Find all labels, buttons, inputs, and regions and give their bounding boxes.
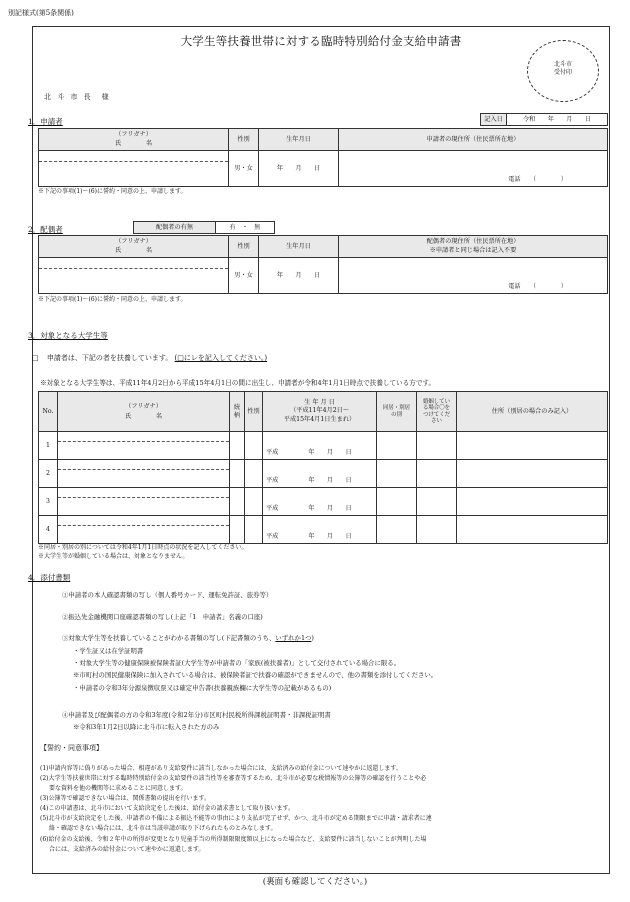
pledge-item-3: (3)公簿等で確認できない場合は、関係書類の提出を行います。	[40, 795, 211, 802]
furigana-label: （フリガナ）	[115, 131, 152, 139]
birth-header: 生年月日	[259, 236, 339, 258]
student-name-field[interactable]	[58, 516, 230, 544]
applicant-table	[38, 128, 608, 187]
section3-note-1: ※同居・別居の別については令和4年1月1日時点の状況を記入してください。	[38, 544, 248, 551]
page-title: 大学生等扶養世帯に対する臨時特別給付金支給申請書	[180, 34, 462, 48]
applicant-address-field[interactable]	[339, 151, 608, 187]
spouse-birth-field[interactable]: 年 月 日	[259, 258, 339, 294]
has-spouse-field[interactable]: 有 ・ 無	[216, 222, 275, 234]
attachment-1: ①申請者の本人確認書類の写し（個人番号カード、運転免許証、旅券等）	[62, 591, 273, 599]
married-field[interactable]	[417, 432, 457, 460]
student-gender-header: 性別	[245, 392, 263, 432]
stamp-line-1: 北斗市	[553, 61, 572, 68]
birth-date-label: 年 月 日	[308, 477, 352, 485]
spouse-address-header	[339, 236, 608, 258]
address-field[interactable]	[457, 516, 608, 544]
applicant-name-field[interactable]	[39, 151, 229, 187]
attachment-3-2: ・対象大学生等の健康保険被保険者証(大学生等が申請者の「家族(被扶養者)」として交付されている場合に限る。	[73, 659, 401, 667]
gender-header: 性別	[229, 129, 259, 151]
furigana-label: （フリガナ）	[125, 402, 162, 410]
attachment-3-1: ・学生証又は在学証明書	[73, 647, 144, 655]
birth-date-label: 年 月 日	[308, 505, 352, 513]
attachment-3-text: ③対象大学生等を扶養していることがわかる書類の写し(下記書類のうち、	[62, 634, 276, 642]
attachment-2: ②振込先金融機関口座確認書類の写し(上記「1 申請者」名義の口座)	[62, 613, 263, 621]
birth-field[interactable]	[263, 516, 377, 544]
table-row	[39, 432, 608, 460]
spouse-address-field[interactable]	[339, 258, 608, 294]
no-header: No.	[39, 392, 58, 432]
student-address-header: 住所（別居の場合のみ記入）	[457, 392, 608, 432]
student-birth-header	[263, 392, 377, 432]
entry-date-label: 記入日	[481, 114, 507, 126]
name-label: 氏 名	[114, 139, 153, 147]
row-no: 4	[39, 516, 58, 544]
pledge-item-2-cont: 要な資料を他の機関等に求めることに同意します。	[49, 785, 187, 792]
name-label: 氏 名	[114, 246, 153, 254]
name-label: 氏 名	[124, 412, 163, 420]
era-label: 平成	[266, 449, 279, 457]
relation-field[interactable]	[230, 488, 245, 516]
attachment-3-emphasis: いずれか1つ	[275, 634, 312, 642]
relation-header: 続柄	[230, 392, 245, 432]
section3-heading: 3．対象となる大学生等	[28, 331, 108, 340]
gender-field[interactable]	[245, 488, 263, 516]
entry-date-field[interactable]: 令和 年 月 日	[507, 114, 608, 126]
spouse-name-field[interactable]	[39, 258, 229, 294]
support-check-row	[32, 354, 267, 363]
married-label-3: つけてくだ	[423, 411, 450, 418]
pledge-item-5-cont: 絡・確認できない場合には、北斗市は当該申請が取り下げられたものとみなします。	[49, 825, 277, 832]
birth-date-label: 年 月 日	[308, 533, 352, 541]
section2-note: ※下記の事項(1)～(6)に誓約・同意の上、申請します。	[38, 296, 187, 303]
addressee: 北 斗 市 長 様	[44, 93, 111, 101]
address-label: 配偶者の現住所（住民票所在地）	[426, 238, 520, 246]
row-no: 1	[39, 432, 58, 460]
pledge-item-1: (1)申請内容等に偽りがあった場合、相違があり支給要件に該当しなかった場合には、支給済みの給付金について速やかに返還します。	[40, 765, 402, 772]
cohabit-field[interactable]	[377, 516, 417, 544]
relation-field[interactable]	[230, 432, 245, 460]
address-note: ※申請者と同じ場合は記入不要	[429, 246, 517, 254]
relation-field[interactable]	[230, 516, 245, 544]
row-no: 2	[39, 460, 58, 488]
pledge-item-4: (4)この申請書は、北斗市において支給決定をした後は、給付金の請求書として取り扱います。	[40, 805, 295, 812]
era-label: 平成	[266, 477, 279, 485]
address-field[interactable]	[457, 488, 608, 516]
back-page-note: (裏面も確認してください。)	[262, 877, 368, 887]
attachment-3	[62, 634, 314, 642]
gender-field[interactable]	[245, 516, 263, 544]
form-label: 別記様式(第5条関係)	[8, 9, 74, 17]
birth-field[interactable]	[263, 460, 377, 488]
has-spouse-table	[133, 221, 275, 234]
spouse-phone: 電話 （ ）	[508, 283, 567, 291]
pledge-heading: 【誓約・同意事項】	[40, 744, 103, 752]
has-spouse-label: 配偶者の有無	[134, 222, 216, 234]
relation-field[interactable]	[230, 460, 245, 488]
section1-heading: 1．申請者	[28, 117, 63, 126]
cohabit-field[interactable]	[377, 488, 417, 516]
address-header: 申請者の現住所（住民票所在地）	[339, 129, 608, 151]
address-field[interactable]	[457, 432, 608, 460]
birth-field[interactable]	[263, 432, 377, 460]
pledge-item-6: (6)給付金の支給後、令和２年中の所得が変更となり児童手当の所得制限限度額以上になった場合など、支給要件に該当しないことが判明した場	[40, 836, 427, 843]
era-label: 平成	[266, 505, 279, 513]
birth-range-end: 平成15年4月1日生まれ）	[283, 415, 356, 423]
attachment-3-4: ・申請者の令和3年分源泉徴収票又は確定申告書(扶養親族欄に大学生等の記載があるもの)	[73, 684, 332, 692]
student-name-header	[58, 392, 230, 432]
stamp-line-2: 受付印	[553, 68, 572, 76]
pledge-item-5: (5)北斗市が支給決定をした後、申請者の不備による振込不能等の事由により支払が完了せず、かつ、北斗市が定める期限までに申請・請求者に連	[40, 815, 432, 822]
student-name-field[interactable]	[58, 432, 230, 460]
address-field[interactable]	[457, 460, 608, 488]
cohabit-field[interactable]	[377, 432, 417, 460]
student-name-field[interactable]	[58, 488, 230, 516]
table-row	[39, 516, 608, 544]
section4-heading: 4．添付書類	[28, 573, 71, 582]
section1-note: ※下記の事項(1)～(6)に誓約・同意の上、申請します。	[38, 188, 187, 195]
gender-header: 性別	[229, 236, 259, 258]
gender-field[interactable]	[245, 432, 263, 460]
student-name-field[interactable]	[58, 460, 230, 488]
support-check-hint: (□にレを記入してください。)	[174, 354, 268, 362]
attachment-3-3: ※市町村の国民健康保険に加入されている場合は、被保険者証で扶養の確認ができませんので、他の書類を添付してください。	[73, 671, 438, 679]
attachment-4-note: ※令和3年1月2日以降に北斗市に転入された方のみ	[73, 723, 220, 731]
applicant-gender-field[interactable]: 男・女	[229, 151, 259, 187]
applicant-name-header	[39, 129, 229, 151]
married-field[interactable]	[417, 460, 457, 488]
birth-field[interactable]	[263, 488, 377, 516]
married-label-1: 婚姻してい	[423, 399, 450, 406]
support-checkbox[interactable]: □	[32, 354, 39, 362]
pledge-item-6-cont: 合には、支給済みの給付金について速やかに返還します。	[49, 846, 205, 853]
section3-note-2: ※大学生等が婚姻している場合は、対象となりません。	[38, 553, 189, 560]
spouse-gender-field[interactable]: 男・女	[229, 258, 259, 294]
pledge-item-2: (2)大学生等扶養世帯に対する臨時特別給付金の支給要件の該当性等を審査等するため、北斗市が必要な税情報等の公簿等の確認を行うことや必	[40, 775, 427, 782]
section2-heading: 2．配偶者	[28, 225, 63, 234]
applicant-birth-field[interactable]: 年 月 日	[259, 151, 339, 187]
married-label-2: る場合〇を	[423, 405, 450, 412]
married-field[interactable]	[417, 488, 457, 516]
cohabit-header	[377, 392, 417, 432]
attachment-4: ④申請者及び配偶者の方の令和3年度(令和2年分)市区町村民税所得課税証明書・非課税証明書	[62, 711, 331, 719]
era-label: 平成	[266, 533, 279, 541]
support-check-text: 申請者は、下記の者を扶養しています。	[46, 354, 173, 362]
birth-header: 生年月日	[259, 129, 339, 151]
attachment-3-close: )	[311, 634, 314, 642]
married-field[interactable]	[417, 516, 457, 544]
reception-stamp	[527, 40, 599, 102]
married-header	[417, 392, 457, 432]
entry-date-table	[480, 113, 608, 126]
students-table	[38, 391, 608, 544]
spouse-name-header	[39, 236, 229, 258]
spouse-table	[38, 235, 608, 294]
cohabit-label-2: の別	[391, 411, 402, 418]
birth-range-start: （平成11年4月2日～	[289, 407, 350, 415]
furigana-label: （フリガナ）	[115, 238, 152, 246]
cohabit-label-1: 同居・別居	[383, 405, 410, 412]
married-label-4: さい	[431, 417, 442, 424]
gender-field[interactable]	[245, 460, 263, 488]
table-row	[39, 460, 608, 488]
table-row	[39, 488, 608, 516]
target-note: ※対象となる大学生等は、平成11年4月2日から平成15年4月1日の間に出生し、申請者が令和4年1月1日時点で扶養している方です。	[40, 379, 436, 387]
birth-date-label: 年 月 日	[308, 449, 352, 457]
cohabit-field[interactable]	[377, 460, 417, 488]
applicant-phone: 電話 （ ）	[508, 176, 567, 184]
birth-label: 生 年 月 日	[304, 399, 335, 407]
row-no: 3	[39, 488, 58, 516]
